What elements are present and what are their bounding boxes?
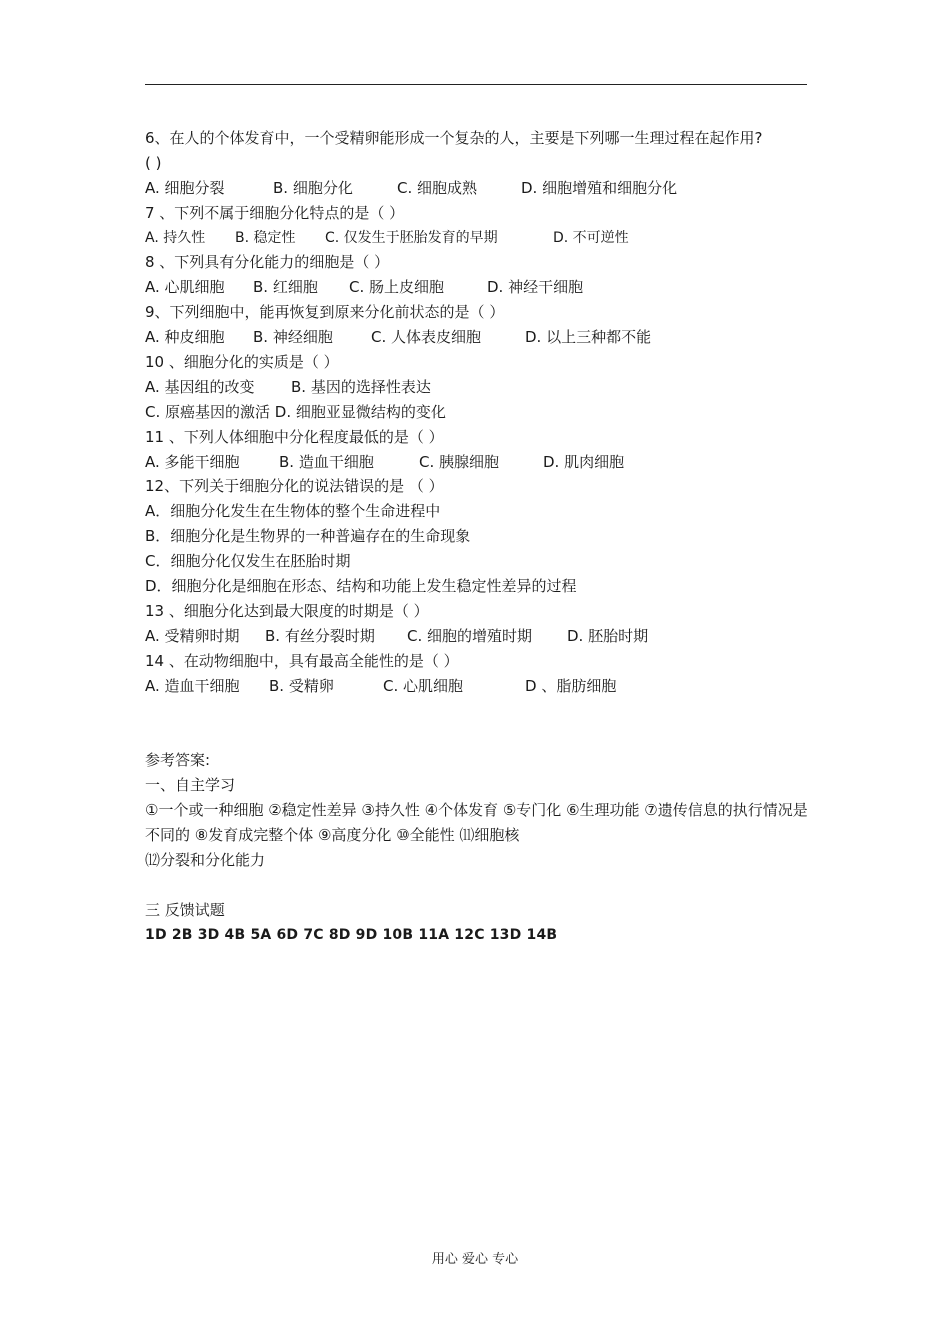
option-a: A. 多能干细胞 — [145, 452, 240, 471]
option-c: C. 细胞的增殖时期 — [407, 626, 533, 645]
question-10-options — [145, 375, 817, 400]
question-7-options — [145, 226, 817, 251]
question-9-stem: 9、下列细胞中，能再恢复到原来分化前状态的是（ ） — [145, 303, 505, 322]
option-d: D. 以上三种都不能 — [525, 328, 652, 347]
option-d: D. 肌肉细胞 — [543, 452, 625, 471]
option-c: C. 仅发生于胚胎发育的早期 — [325, 229, 498, 246]
option-b: B. 基因的选择性表达 — [291, 377, 431, 396]
question-10-stem: 10 、细胞分化的实质是（ ） — [145, 353, 339, 372]
question-12-option-d: D．细胞分化是细胞在形态、结构和功能上发生稳定性差异的过程 — [145, 577, 577, 596]
option-c: C. 人体表皮细胞 — [371, 328, 482, 347]
question-12-option-c: C．细胞分化仅发生在胚胎时期 — [145, 552, 351, 571]
option-a: A. 受精卵时期 — [145, 626, 240, 645]
option-a: A. 持久性 — [145, 229, 206, 246]
answer-key: 1D 2B 3D 4B 5A 6D 7C 8D 9D 10B 11A 12C 13D 14B — [145, 926, 558, 943]
option-d: D. 不可逆性 — [553, 229, 629, 246]
question-8-stem: 8 、下列具有分化能力的细胞是（ ） — [145, 253, 390, 272]
option-b: B. 神经细胞 — [253, 328, 333, 347]
option-b: B. 细胞分化 — [273, 178, 353, 197]
question-6-options — [145, 176, 817, 201]
header-rule — [145, 84, 807, 85]
option-d: D. 胚胎时期 — [567, 626, 649, 645]
question-14-stem: 14 、在动物细胞中，具有最高全能性的是（ ） — [145, 651, 459, 670]
document-body — [145, 126, 817, 947]
reference-title: 参考答案: — [145, 751, 211, 770]
reference-section-1: 一、自主学习 — [145, 776, 236, 795]
option-b: B. 受精卵 — [269, 676, 334, 695]
question-10-options-2: C. 原癌基因的激活 D. 细胞亚显微结构的变化 — [145, 402, 446, 421]
question-9-options — [145, 325, 817, 350]
page-footer: 用心 爱心 专心 — [431, 1252, 519, 1267]
question-11-stem: 11 、下列人体细胞中分化程度最低的是（ ） — [145, 427, 444, 446]
question-6-bracket: ( ) — [145, 153, 162, 172]
option-c: C. 胰腺细胞 — [419, 452, 500, 471]
question-12-option-a: A．细胞分化发生在生物体的整个生命进程中 — [145, 502, 441, 521]
option-b: B. 造血干细胞 — [279, 452, 374, 471]
question-12-option-b: B．细胞分化是生物界的一种普遍存在的生命现象 — [145, 527, 471, 546]
reference-section-1-text: ①一个或一种细胞 ②稳定性差异 ③持久性 ④个体发育 ⑤专门化 ⑥生理功能 ⑦遗传信息的执行情况是不同的 ⑧发育成完整个体 ⑨高度分化 ⑩全能性 ⑾细胞核 — [145, 801, 808, 844]
option-a: A. 造血干细胞 — [145, 676, 240, 695]
question-8-options — [145, 275, 817, 300]
question-12-stem: 12、下列关于细胞分化的说法错误的是 （ ） — [145, 477, 444, 496]
question-13-stem: 13 、细胞分化达到最大限度的时期是（ ） — [145, 601, 429, 620]
question-6-stem: 6、在人的个体发育中，一个受精卵能形成一个复杂的人，主要是下列哪一生理过程在起作用? — [145, 129, 763, 147]
option-d: D. 神经干细胞 — [487, 278, 584, 297]
option-b: B. 有丝分裂时期 — [265, 626, 375, 645]
option-c: C. 细胞成熟 — [397, 178, 478, 197]
question-7-stem: 7 、下列不属于细胞分化特点的是（ ） — [145, 203, 405, 222]
option-a: A. 心肌细胞 — [145, 278, 225, 297]
reference-section-3: 三 反馈试题 — [145, 900, 225, 919]
option-c: C. 心肌细胞 — [383, 676, 464, 695]
option-a: A. 基因组的改变 — [145, 377, 255, 396]
option-a: A. 细胞分裂 — [145, 178, 225, 197]
option-a: A. 种皮细胞 — [145, 328, 225, 347]
option-b: B. 稳定性 — [235, 229, 296, 246]
reference-section-1-text-2: ⑿分裂和分化能力 — [145, 850, 266, 869]
question-13-options — [145, 624, 817, 649]
option-b: B. 红细胞 — [253, 278, 318, 297]
option-d: D. 细胞增殖和细胞分化 — [521, 178, 678, 197]
option-c: C. 肠上皮细胞 — [349, 278, 445, 297]
option-d: D 、脂肪细胞 — [525, 676, 617, 695]
question-14-options — [145, 674, 817, 699]
question-11-options — [145, 450, 817, 475]
